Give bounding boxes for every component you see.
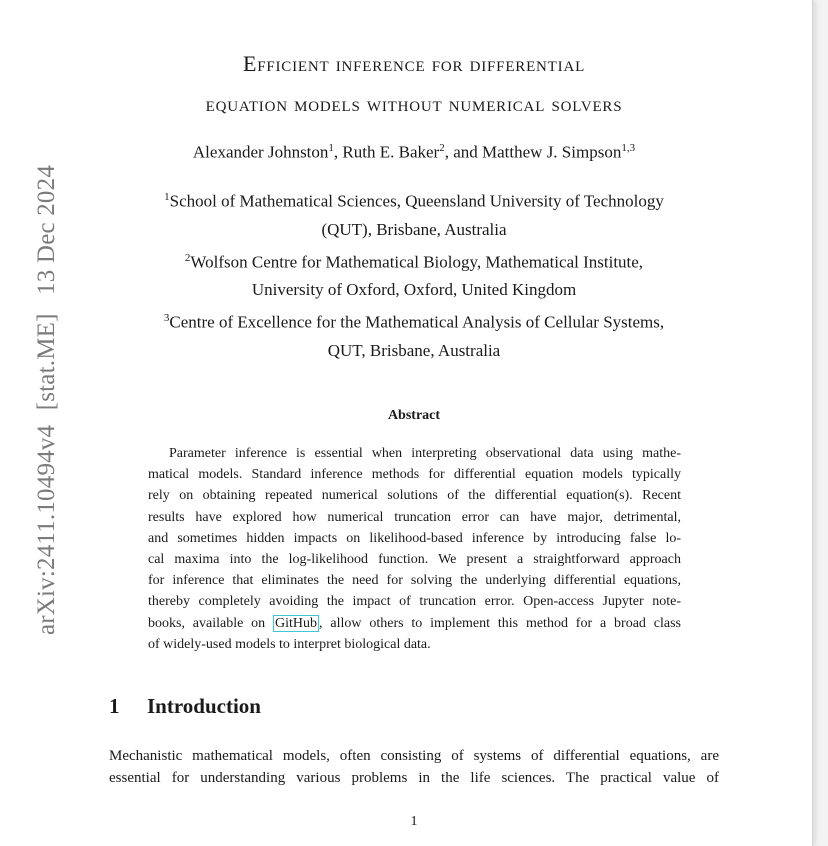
affiliation-text: School of Mathematical Sciences, Queensland University of Technology: [169, 191, 664, 211]
arxiv-date: 13 Dec 2024: [33, 164, 60, 295]
intro-line: Mechanistic mathematical models, often consisting of systems of differential equations, are: [109, 748, 719, 764]
author-list: [100, 142, 728, 163]
affiliation-line: [100, 244, 728, 277]
page-number: 1: [410, 814, 418, 829]
affiliation-mark: 3: [163, 312, 170, 325]
abstract-line: cal maxima into the log-likelihood function. We present a straightforward approach: [148, 552, 681, 568]
abstract-text: , allow others to implement this method for a broad class: [319, 615, 681, 631]
abstract-line: and sometimes hidden impacts on likelihood-based inference by introducing false lo-: [148, 530, 681, 546]
author-affiliation-mark: 1,3: [621, 142, 636, 154]
author-name: Matthew J. Simpson: [482, 142, 622, 162]
github-link[interactable]: GitHub: [275, 615, 318, 631]
affiliation-list: [100, 183, 728, 365]
title-line: equation models without numerical solvers: [205, 91, 623, 116]
abstract-text: books, available on: [148, 615, 274, 631]
abstract-line: of widely-used models to interpret biological data.: [148, 636, 431, 652]
affiliation-mark: 2: [184, 251, 191, 264]
title-line: Efficient inference for differential: [242, 51, 586, 76]
abstract-heading: Abstract: [387, 408, 441, 423]
abstract-line: Parameter inference is essential when interpreting observational data using mathe-: [169, 446, 681, 461]
affiliation-text: Wolfson Centre for Mathematical Biology, Mathematical Institute,: [190, 252, 644, 272]
affiliation-line: (QUT), Brisbane, Australia: [321, 219, 507, 239]
author-name: Alexander Johnston: [192, 142, 329, 162]
abstract-line: [148, 613, 681, 634]
abstract-line: rely on obtaining repeated numerical solutions of the differential equation(s). Recent: [148, 488, 681, 504]
abstract-line: results have explored how numerical truncation error can have major, detrimental,: [148, 509, 681, 525]
abstract-body: [148, 443, 681, 655]
author-affiliation-mark: 1: [328, 142, 334, 154]
section-heading: [109, 694, 261, 719]
paper-title: [100, 44, 728, 124]
author-name: Ruth E. Baker: [342, 142, 440, 162]
affiliation-mark: 1: [164, 191, 170, 203]
affiliation-line: [100, 183, 728, 216]
arxiv-id: arXiv:2411.10494v4: [33, 424, 60, 636]
introduction-text: [109, 745, 719, 789]
affiliation-text: Centre of Excellence for the Mathematical Analysis of Cellular Systems,: [169, 312, 665, 332]
affiliation-line: University of Oxford, Oxford, United Kingdom: [251, 280, 577, 300]
intro-line: essential for understanding various problems in the life sciences. The practical value of: [109, 770, 719, 786]
abstract-line: for inference that eliminates the need for solving the underlying differential equations,: [148, 573, 681, 589]
affiliation-line: QUT, Brisbane, Australia: [327, 340, 501, 360]
section-number: 1: [109, 694, 120, 718]
abstract-line: thereby completely avoiding the impact of truncation error. Open-access Jupyter note-: [148, 594, 681, 610]
arxiv-category: [stat.ME]: [33, 313, 60, 411]
author-separator: ,: [333, 142, 343, 162]
abstract-line: matical models. Standard inference methods for differential equation models typically: [148, 467, 681, 483]
arxiv-stamp: [33, 165, 61, 635]
section-title: Introduction: [147, 694, 261, 718]
author-separator: , and: [444, 142, 483, 162]
affiliation-line: [100, 304, 728, 337]
author-affiliation-mark: 2: [439, 142, 445, 154]
